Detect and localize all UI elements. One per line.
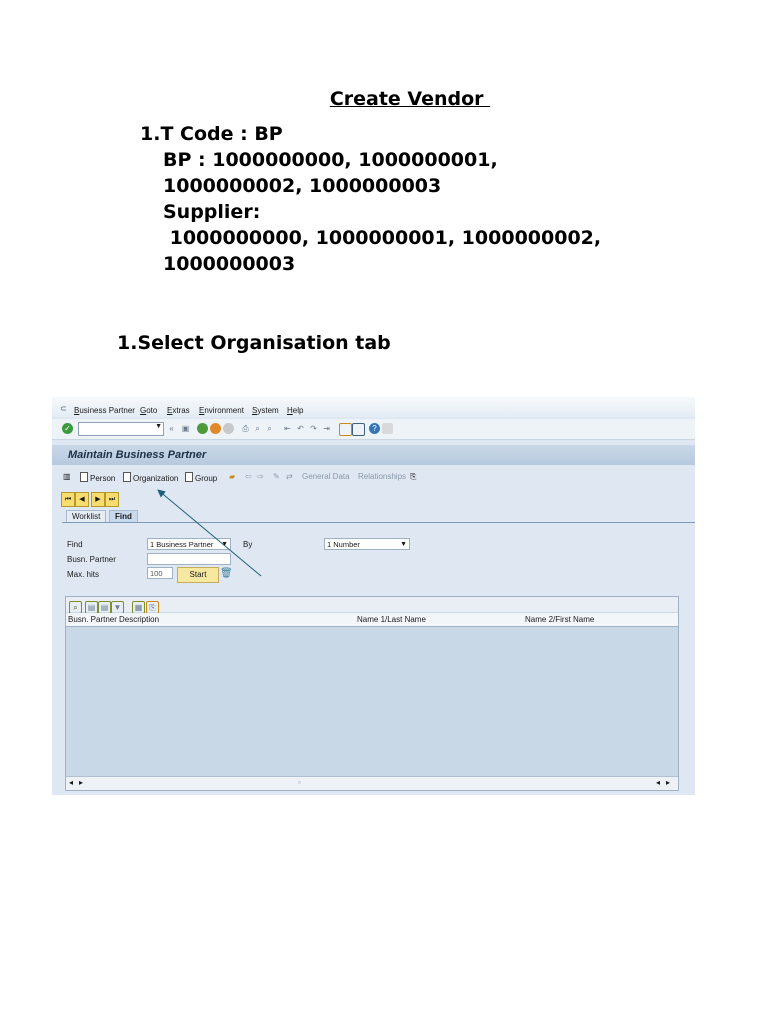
chevron-down-icon[interactable]: ▼ (221, 541, 228, 548)
column-busn-partner[interactable]: Busn. Partner (68, 615, 117, 624)
arrow-left-icon[interactable]: ⇦ (245, 472, 252, 481)
max-hits-input[interactable]: 100 (147, 567, 173, 579)
step-supplier-numbers: 1000000000, 1000000001, 1000000002, (163, 227, 602, 249)
tab-find[interactable]: Find (109, 510, 138, 523)
busn-partner-label: Busn. Partner (67, 555, 116, 564)
enter-check-icon[interactable]: ✓ (62, 423, 73, 434)
details-icon[interactable]: ⌕ (69, 601, 82, 614)
scroll-thumb[interactable]: ▫ (298, 778, 301, 787)
layout-icon[interactable]: ▦ (132, 601, 145, 614)
step-bp-numbers-cont: 1000000002, 1000000003 (163, 175, 442, 197)
general-data-button[interactable]: General Data (302, 472, 350, 481)
edit-icon[interactable]: ✎ (273, 472, 280, 481)
trash-icon[interactable]: 🗑 (220, 568, 233, 579)
step-supplier-numbers-cont: 1000000003 (163, 253, 296, 275)
next-record-icon[interactable]: ▶ (91, 492, 105, 507)
previous-record-icon[interactable]: ◀ (75, 492, 89, 507)
export-icon[interactable]: ⎘ (146, 601, 159, 614)
find-icon[interactable]: ⌕ (255, 424, 260, 433)
person-label: Person (90, 474, 116, 483)
instruction-select-organisation: 1.Select Organisation tab (117, 332, 391, 354)
arrow-right-icon[interactable]: ⇨ (257, 472, 264, 481)
column-name-2-first-name[interactable]: Name 2/First Name (525, 615, 595, 624)
column-name-1-last-name[interactable]: Name 1/Last Name (357, 615, 426, 624)
chevron-down-icon[interactable]: ▼ (155, 423, 162, 430)
find-label: Find (67, 540, 83, 549)
menu-system[interactable]: System (252, 406, 279, 415)
chevron-down-icon[interactable]: ▼ (400, 541, 407, 548)
find-next-icon[interactable]: ⌕ (267, 424, 272, 433)
sort-icon[interactable]: ▤ (85, 601, 98, 614)
menu-extras[interactable]: Extras (167, 406, 190, 415)
step-tcode: 1.T Code : BP (140, 123, 283, 145)
step-supplier-label: Supplier: (163, 201, 261, 223)
scroll-right-icon[interactable]: ▸ (79, 778, 84, 787)
menu-goto[interactable]: Goto (140, 406, 158, 415)
last-page-icon[interactable]: ⇥ (323, 424, 330, 433)
menu-business-partner[interactable]: Business Partner (74, 406, 135, 415)
open-folder-icon[interactable]: ▰ (229, 472, 236, 481)
menu-help[interactable]: Help (287, 406, 304, 415)
previous-page-icon[interactable]: ↶ (297, 424, 304, 433)
group-label: Group (195, 474, 218, 483)
column-description[interactable]: Description (119, 615, 160, 624)
change-icon[interactable]: ⇄ (286, 472, 293, 481)
start-button[interactable]: Start (177, 567, 219, 583)
save-icon[interactable]: ▣ (181, 424, 190, 433)
menu-icon[interactable]: ⊂ (60, 404, 67, 413)
sort-desc-icon[interactable]: ▤ (98, 601, 111, 614)
last-record-icon[interactable]: ⏭ (105, 492, 119, 507)
tab-worklist[interactable]: Worklist (66, 510, 106, 523)
by-select-value: 1 Number (327, 540, 360, 549)
document-title: Create Vendor (329, 88, 491, 110)
collapse-icon[interactable]: « (169, 424, 174, 433)
window-title: Maintain Business Partner (68, 449, 207, 461)
filter-icon[interactable]: ▼ (111, 601, 124, 614)
help-icon[interactable]: ? (369, 423, 380, 434)
max-hits-label: Max. hits (67, 570, 100, 579)
scroll-left-end-icon[interactable]: ◂ (656, 778, 661, 787)
print-icon[interactable]: ⎙ (242, 424, 249, 433)
relationships-button[interactable]: Relationships (358, 472, 407, 481)
scroll-right-end-icon[interactable]: ▸ (666, 778, 671, 787)
next-page-icon[interactable]: ↷ (310, 424, 317, 433)
first-record-icon[interactable]: ⏮ (61, 492, 75, 507)
first-page-icon[interactable]: ⇤ (284, 424, 291, 433)
find-select-value: 1 Business Partner (150, 540, 214, 549)
scroll-left-icon[interactable]: ◂ (69, 778, 74, 787)
menu-environment[interactable]: Environment (199, 406, 244, 415)
by-label: By (243, 540, 253, 549)
step-bp-numbers: BP : 1000000000, 1000000001, (163, 149, 498, 171)
toggle-locator-icon[interactable]: ▥ (63, 472, 71, 481)
organization-label: Organization (133, 474, 179, 483)
extra-icon[interactable]: ⎘ (410, 472, 417, 481)
